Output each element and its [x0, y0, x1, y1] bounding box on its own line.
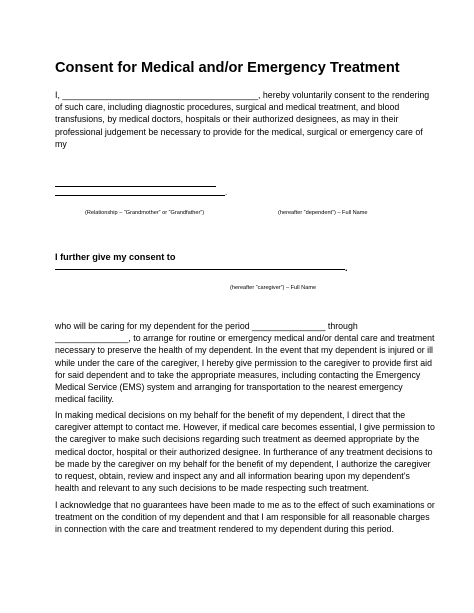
medical-decisions-paragraph: In making medical decisions on my behalf for the benefit of my dependent, I direct that the caregiver attempt to contact me. However, if medical care becomes essential, I give permission to the caregiver to make such decisions regarding such treatment as deemed appropriate by the medical doctor, hospital or their authorized designee. In furtherance of any treatment decisions to be made by the caregiver on my behalf for the benefit of my dependent, I authorize the caregiver to request, obtain, review and inspect any and all information bearing upon my dependent’s health and relevant to any such decisions to be made respecting such treatment.: [55, 410, 435, 494]
caregiver-period-paragraph: who will be caring for my dependent for the period _______________ through _______________, to arrange for routine or emergency medical and/or dental care and treatment necessary to preserve the health of my dependent. In the event that my dependent is injured or ill while under the care of the caregiver, I hereby give permission to the caregiver to provide first aid for said dependent and to take the appropriate measures, including contacting the Emergency Medical Service (EMS) system and arranging for transportation to the nearest emergency medical facility.: [55, 321, 435, 405]
consent-paragraph: I, ________________________________________, hereby voluntarily consent to the rendering of such care, including diagnostic procedures, surgical and medical treatment, and blood transfusions, by medical doctors, hospitals or their authorized designees, as may in their professional judgement be necessary to provide for the medical, surgical or emergency care of my: [55, 90, 430, 149]
dependent-name-blank-line: [55, 195, 225, 196]
further-consent-heading: I further give my consent to: [55, 252, 176, 262]
dependent-caption: (hereafter “dependent”) – Full Name: [278, 210, 368, 216]
relationship-caption: (Relationship – “Grandmother” or “Grandfather”): [85, 210, 205, 216]
caregiver-period: .: [345, 263, 348, 273]
caregiver-caption: (hereafter “caregiver”) – Full Name: [230, 285, 317, 291]
document-title: Consent for Medical and/or Emergency Treatment: [55, 60, 400, 76]
caregiver-name-blank-line: [55, 269, 345, 270]
sentence-period: .: [225, 188, 228, 197]
relationship-blank-line: [55, 186, 216, 187]
acknowledgement-paragraph: I acknowledge that no guarantees have been made to me as to the effect of such examinations or treatment on the condition of my dependent and that I am responsible for all reasonable charges in connection with the care and treatment rendered to my dependent during this period.: [55, 500, 435, 535]
